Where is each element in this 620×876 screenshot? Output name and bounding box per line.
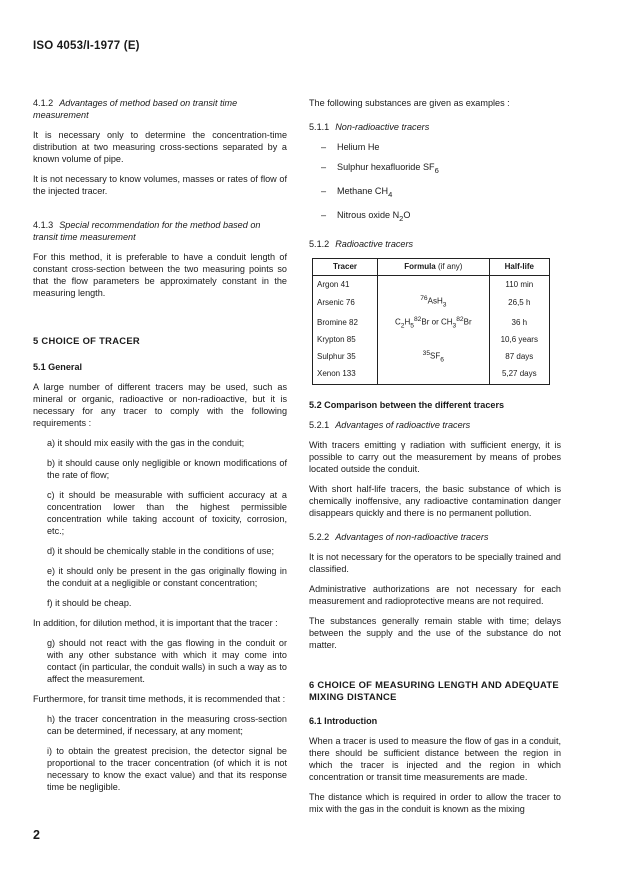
page-header: ISO 4053/I-1977 (E) bbox=[33, 40, 140, 52]
list-item: – Methane $CH_4$ bbox=[321, 185, 393, 199]
heading-5-2-2: 5.2.2 Advantages of non-radioactive tracers bbox=[309, 532, 489, 543]
col-header-formula: Formula (if any) bbox=[378, 259, 490, 276]
table-row: Xenon 133 5,27 days bbox=[313, 367, 550, 385]
formula-cell: $^{76}$AsH$_3$ bbox=[378, 292, 490, 312]
formula-cell: $^{35}SF_6$ bbox=[378, 347, 490, 367]
list-item: h) the tracer concentration in the measuring cross-section can be determined, if necessary, at any moment; bbox=[47, 714, 287, 736]
table-row: Arsenic 76 $^{76}$AsH$_3$ 26,5 h bbox=[313, 292, 550, 312]
paragraph: For this method, it is preferable to have a conduit length of constant cross-section between the two measuring points so that the flow parameters be approximately constant in the measuring length. bbox=[33, 252, 287, 298]
table-row: Argon 41 110 min bbox=[313, 276, 550, 293]
list-item: b) it should cause only negligible or known modifications of the rate of flow; bbox=[47, 458, 287, 480]
table-row: Bromine 82 $C_2H_5^{82}Br$ or $CH_3^{82}Br$ 36 h bbox=[313, 313, 550, 333]
tracer-table bbox=[312, 258, 550, 385]
paragraph: It is necessary only to determine the concentration-time distribution at two measuring cross-sections separated by a known volume of pipe. bbox=[33, 130, 287, 164]
heading-5-2: 5.2 Comparison between the different tracers bbox=[309, 400, 505, 411]
list-item: d) it should be chemically stable in the conditions of use; bbox=[47, 546, 274, 556]
col-header-tracer: Tracer bbox=[313, 259, 378, 276]
right-column bbox=[309, 97, 561, 823]
paragraph: It is not necessary for the operators to be specially trained and classified. bbox=[309, 552, 561, 575]
list-item: – Sulphur hexafluoride $SF_6$ bbox=[321, 162, 439, 175]
table-row: Sulphur 35 $^{35}SF_6$ 87 days bbox=[313, 347, 550, 367]
heading-4-1-3: 4.1.3 Special recommendation for the method based on transit time measurement bbox=[33, 220, 261, 242]
heading-5-1-1: 5.1.1 Non-radioactive tracers bbox=[309, 122, 430, 132]
page-number: 2 bbox=[33, 828, 40, 842]
paragraph: Administrative authorizations are not necessary for each measurement and radioprotective means are not required. bbox=[309, 584, 561, 607]
paragraph: When a tracer is used to measure the flow of gas in a conduit, there should be sufficient distance between the region in which the tracer is injected and the region in which concentration or transit time measurements are made. bbox=[309, 736, 561, 783]
list-item: c) it should be measurable with sufficient accuracy at a concentration lower than the highest permissible concentration while taking account of toxicity, corrosion, etc.; bbox=[47, 490, 287, 536]
list-item: i) to obtain the greatest precision, the detector signal be proportional to the tracer concentration (of which it is not necessary to know the exact value) and that its response time be negligible. bbox=[47, 746, 287, 792]
paragraph: In addition, for dilution method, it is important that the tracer : bbox=[33, 618, 278, 628]
paragraph: The following substances are given as examples : bbox=[309, 98, 510, 108]
heading-6: 6 CHOICE OF MEASURING LENGTH AND ADEQUATE MIXING DISTANCE bbox=[309, 679, 559, 703]
list-item: e) it should only be present in the gas originally flowing in the conduit at a negligible or constant concentration; bbox=[47, 566, 287, 588]
heading-4-1-2: 4.1.2 Advantages of method based on transit time measurement bbox=[33, 98, 238, 120]
paragraph: It is not necessary to know volumes, masses or rates of flow of the injected tracer. bbox=[33, 174, 287, 196]
list-item: – Nitrous oxide $N_2O$ bbox=[321, 209, 411, 223]
paragraph: With tracers emitting γ radiation with sufficient energy, it is possible to carry out the measurement by means of probes located outside the conduit. bbox=[309, 440, 561, 475]
table-header-row bbox=[313, 259, 550, 276]
heading-5-1-2: 5.1.2 Radioactive tracers bbox=[309, 239, 414, 250]
heading-6-1: 6.1 Introduction bbox=[309, 716, 378, 727]
paragraph: A large number of different tracers may be used, such as mineral or organic, radioactive or non-radioactive, but it is necessary for any tracer to comply with the following requirements : bbox=[33, 382, 287, 428]
formula-cell: $C_2H_5^{82}Br$ or $CH_3^{82}Br$ bbox=[378, 313, 490, 333]
heading-5: 5 CHOICE OF TRACER bbox=[33, 335, 140, 346]
list-item: a) it should mix easily with the gas in the conduit; bbox=[47, 438, 245, 448]
paragraph: With short half-life tracers, the basic substance of which is chemically inoffensive, any radioactive contamination danger disappears quickly and there is no permanent pollution. bbox=[309, 484, 561, 519]
paragraph: The substances generally remain stable with time; delays between the supply and the use of the substance do not matter. bbox=[309, 616, 561, 651]
col-header-half-life: Half-life bbox=[489, 259, 549, 276]
left-column bbox=[33, 97, 287, 801]
list-item: g) should not react with the gas flowing in the conduit or with any other substance with which it may come into contact (in particular, the conduit walls) in such a way as to affect the measurement. bbox=[47, 638, 287, 684]
paragraph: Furthermore, for transit time methods, it is recommended that : bbox=[33, 694, 286, 704]
table-row: Krypton 85 10,6 years bbox=[313, 333, 550, 347]
paragraph: The distance which is required in order to allow the tracer to mix with the gas in the conduit is known as the mixing bbox=[309, 792, 561, 815]
heading-5-2-1: 5.2.1 Advantages of radioactive tracers bbox=[309, 420, 471, 431]
list-item: f) it should be cheap. bbox=[47, 598, 132, 608]
list-item: – Helium He bbox=[321, 142, 380, 152]
heading-5-1: 5.1 General bbox=[33, 362, 83, 372]
